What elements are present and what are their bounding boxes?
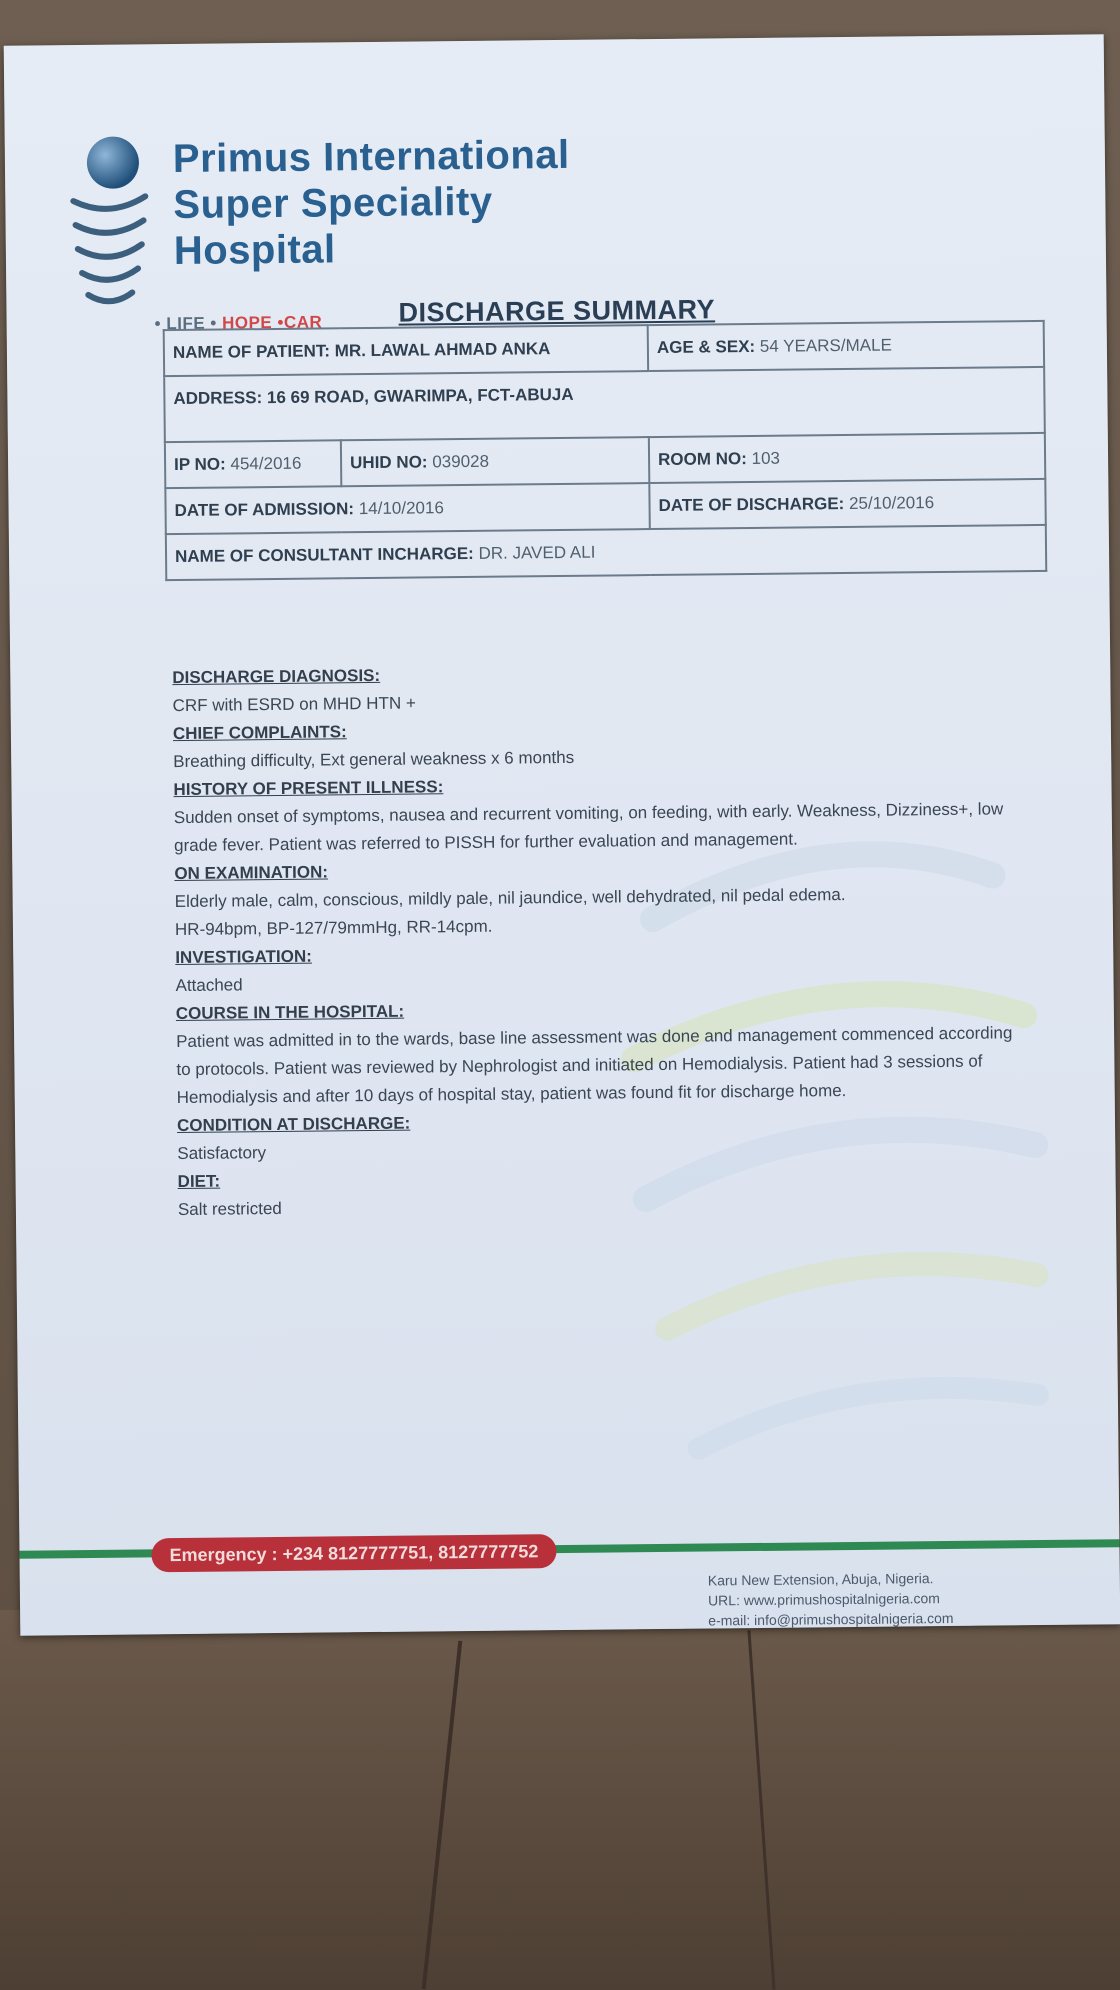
uhid-no-label: UHID NO: xyxy=(349,452,428,473)
table-row xyxy=(166,525,1046,580)
consultant-cell xyxy=(166,525,1046,580)
discharge-date-label: DATE OF DISCHARGE: xyxy=(658,494,845,515)
complaints-text: Breathing difficulty, Ext general weakness x 6 months xyxy=(173,747,575,772)
footer-email: e-mail: info@primushospitalnigeria.com xyxy=(708,1609,954,1629)
history-heading: HISTORY OF PRESENT ILLNESS: xyxy=(173,777,444,800)
history-text: Sudden onset of symptoms, nausea and recurrent vomiting, on feeding, with early. Weakness, Dizziness+, low grade fever. Patient was referred to PISSH for further evaluation and management. xyxy=(173,799,1004,856)
examination-text: Elderly male, calm, conscious, mildly pale, nil jaundice, well dehydrated, nil pedal edema. xyxy=(174,885,846,912)
patient-info-table xyxy=(163,320,1048,581)
condition-heading: CONDITION AT DISCHARGE: xyxy=(176,1113,411,1136)
complaints-heading: CHIEF COMPLAINTS: xyxy=(172,722,347,744)
room-no-value: 103 xyxy=(751,448,781,468)
admission-date-cell xyxy=(165,483,649,534)
address-label: ADDRESS: xyxy=(173,388,263,409)
consultant-value: DR. JAVED ALI xyxy=(478,542,596,563)
course-text: Patient was admitted in to the wards, base line assessment was done and management commenced according to protocols. Patient was reviewed by Nephrologist and initiated on Hemodialysis. Patient had 3 sessions of Hemodialysis and after 10 days of hospital stay, patient was found fit for discharge home. xyxy=(176,1023,1013,1108)
ip-no-cell xyxy=(165,440,341,488)
discharge-date-cell xyxy=(649,479,1045,529)
course-heading: COURSE IN THE HOSPITAL: xyxy=(175,1001,405,1024)
hospital-name-line2: Super Speciality xyxy=(173,179,493,228)
admission-date-label: DATE OF ADMISSION: xyxy=(174,499,355,521)
patient-name-value: MR. LAWAL AHMAD ANKA xyxy=(334,339,551,361)
uhid-no-cell xyxy=(341,437,649,486)
footer-url: URL: www.primushospitalnigeria.com xyxy=(707,1590,940,1609)
consultant-label: NAME OF CONSULTANT INCHARGE: xyxy=(174,543,474,567)
footer-address: Karu New Extension, Abuja, Nigeria. xyxy=(707,1570,934,1589)
room-no-label: ROOM NO: xyxy=(657,449,747,469)
table-row xyxy=(164,367,1045,442)
room-no-cell xyxy=(649,433,1045,483)
address-value: 16 69 ROAD, GWARIMPA, FCT-ABUJA xyxy=(266,384,574,408)
condition-text: Satisfactory xyxy=(177,1143,267,1164)
uhid-no-value: 039028 xyxy=(432,451,490,472)
patient-name-cell xyxy=(164,325,648,376)
examination-heading: ON EXAMINATION: xyxy=(174,862,329,884)
discharge-date-value: 25/10/2016 xyxy=(848,493,935,513)
age-sex-cell xyxy=(648,321,1044,371)
ip-no-label: IP NO: xyxy=(173,454,226,475)
diagnosis-text: CRF with ESRD on MHD HTN + xyxy=(172,693,416,716)
tagline-rest: HOPE •CAR xyxy=(221,312,323,333)
document-title: DISCHARGE SUMMARY xyxy=(398,294,716,328)
discharge-summary-sheet xyxy=(4,34,1120,1635)
hospital-logo-icon xyxy=(65,126,155,317)
hospital-name-line1: Primus International xyxy=(172,132,570,182)
emergency-badge: Emergency : +234 8127777751, 8127777752 xyxy=(151,1534,556,1572)
footer-contact xyxy=(708,1568,954,1631)
investigation-text: Attached xyxy=(175,975,243,996)
diet-heading: DIET: xyxy=(177,1171,221,1192)
tagline-life: • LIFE • xyxy=(154,313,217,334)
diagnosis-heading: DISCHARGE DIAGNOSIS: xyxy=(172,665,381,688)
address-cell xyxy=(164,367,1045,442)
diet-text: Salt restricted xyxy=(177,1198,282,1220)
hospital-name-line3: Hospital xyxy=(173,227,336,274)
ip-no-value: 454/2016 xyxy=(230,453,302,474)
hospital-name xyxy=(173,132,571,274)
floor-background xyxy=(0,1610,1120,1990)
age-sex-value: 54 YEARS/MALE xyxy=(759,335,892,356)
patient-name-label: NAME OF PATIENT: xyxy=(172,341,331,363)
investigation-heading: INVESTIGATION: xyxy=(175,946,312,968)
age-sex-label: AGE & SEX: xyxy=(656,336,756,357)
summary-body xyxy=(172,655,1018,1224)
vitals-text: HR-94bpm, BP-127/79mmHg, RR-14cpm. xyxy=(174,916,493,940)
admission-date-value: 14/10/2016 xyxy=(358,498,444,519)
